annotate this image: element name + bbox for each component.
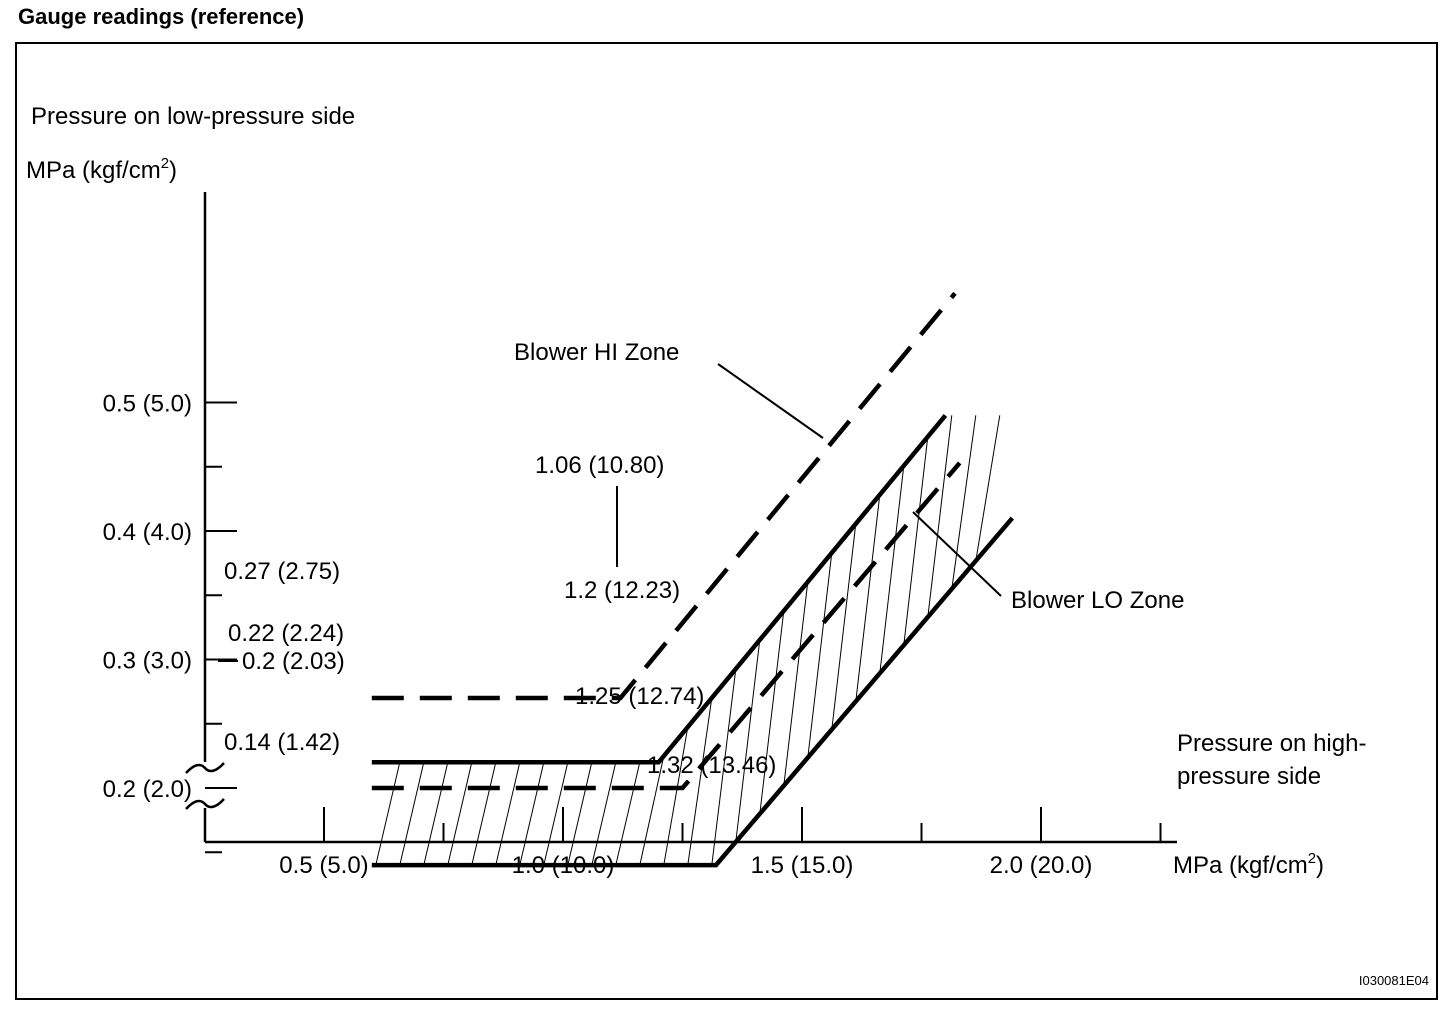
hatch-line-9 [592,762,616,865]
lo-mid-x-label: 1.25 (12.74) [575,683,705,710]
x-tick-label-4: 1.5 (15.0) [750,852,854,879]
hatch-line-6 [520,762,544,865]
x-axis-title-line2: pressure side [1177,763,1322,790]
hatch-line-18 [808,553,832,758]
y-tick-label-4: 0.3 (3.0) [102,647,192,675]
hatch-line-3 [448,762,472,865]
hi-zone-label: Blower HI Zone [514,339,680,366]
figure-title: Gauge readings (reference) [18,4,305,29]
hi-x-label: 1.06 (10.80) [535,452,665,479]
lo-zone-label: Blower LO Zone [1011,587,1185,614]
lo-mid-y-label: 0.2 (2.03) [242,648,345,675]
hatch-line-4 [472,762,496,865]
axes-layer [103,192,1177,879]
hatch-line-8 [568,762,592,865]
hatch-line-12 [664,727,688,865]
hi-y-label: 0.27 (2.75) [224,558,341,585]
y-axis-title: Pressure on low-pressure side [31,103,356,130]
hatch-line-19 [832,524,856,730]
hatch-line-2 [424,762,448,865]
hatch-line-23 [928,415,952,617]
lo-middle-line [372,463,960,788]
x-tick-label-2: 1.0 (10.0) [511,852,615,879]
hatch-line-5 [496,762,520,865]
lo-lower-y-label: 0.14 (1.42) [224,729,341,756]
x-tick-label-0: 0.5 (5.0) [279,852,369,879]
figure-id: I030081E04 [1358,973,1429,988]
y-tick-label-0: 0.5 (5.0) [102,390,192,418]
hatch-line-1 [400,762,424,865]
hi-zone-leader [718,364,823,438]
x-axis-unit: MPa $(kgf/cm^2)$ [1173,850,1325,879]
x-tick-label-6: 2.0 (20.0) [989,852,1093,879]
y-axis-break-top [186,763,224,773]
hatch-line-17 [784,582,808,786]
x-axis-title-line1: Pressure on high- [1177,730,1367,757]
hatch-line-16 [760,611,784,814]
hatch-line-0 [376,762,400,865]
hatch-line-10 [616,762,640,865]
y-axis-unit: MPa $(kgf/cm^2)$ [26,155,178,184]
hatch-line-22 [904,437,928,646]
lo-lower-x-label: 1.32 (13.46) [647,752,777,779]
y-tick-label-2: 0.4 (4.0) [102,519,192,546]
y-tick-label-6: 0.2 (2.0) [102,776,192,803]
hatch-line-20 [856,495,880,702]
lo-upper-y-label: 0.22 (2.24) [228,620,345,647]
hatch-line-15 [736,640,760,842]
hatch-line-7 [544,762,568,865]
lo-upper-x-label: 1.2 (12.23) [564,577,681,604]
hatch-line-21 [880,466,904,674]
